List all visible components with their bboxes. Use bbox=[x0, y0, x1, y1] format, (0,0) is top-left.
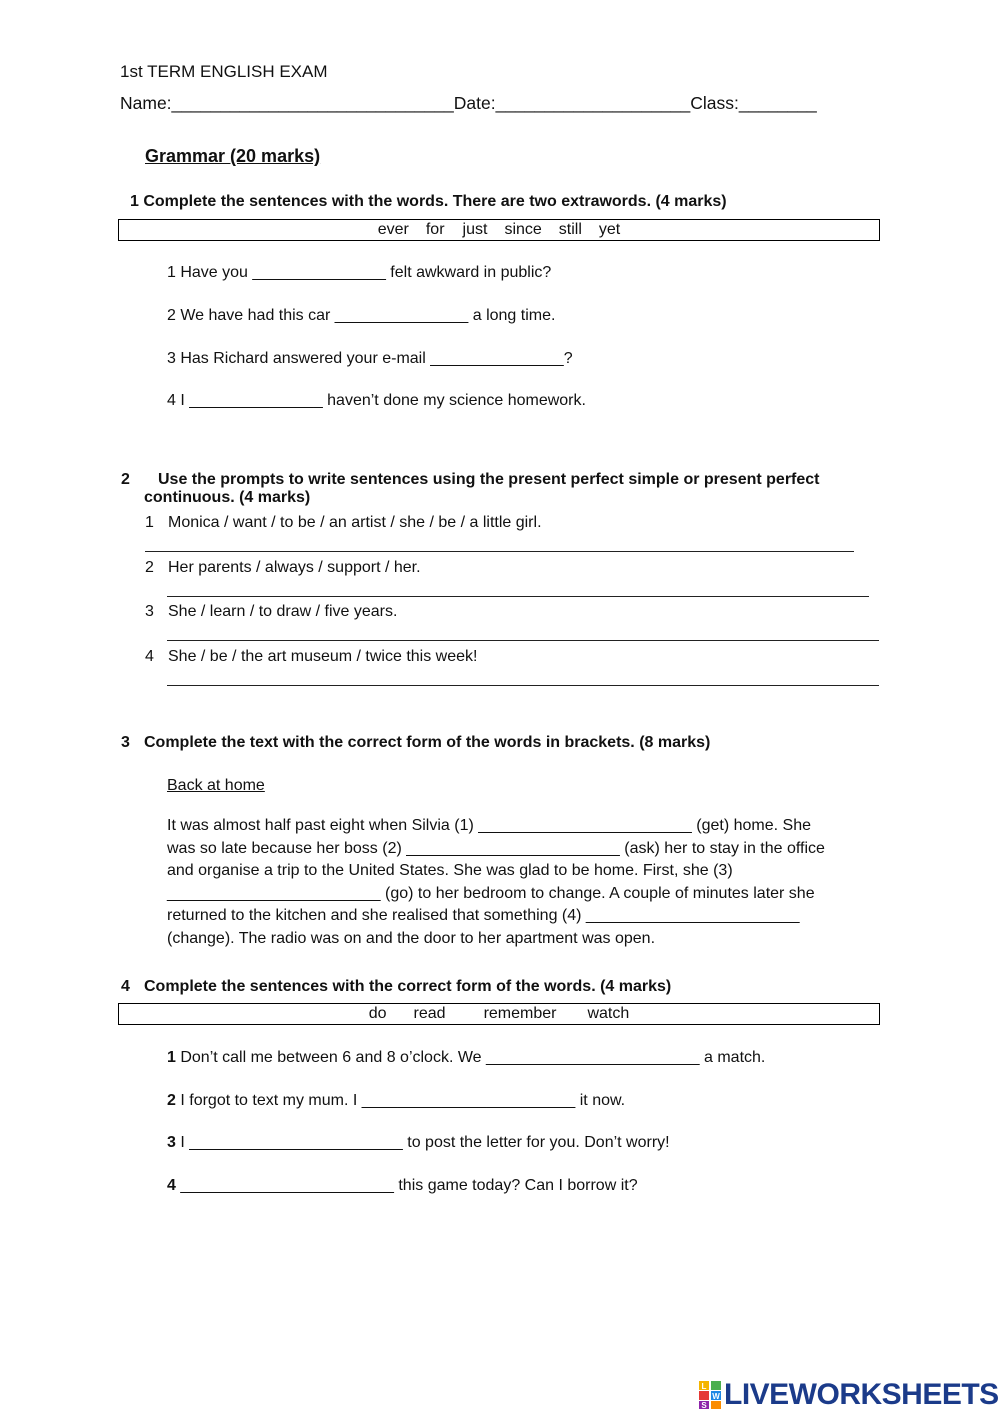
logo-icon-letter: L bbox=[701, 1382, 707, 1391]
ex4-item-text: Don’t call me between 6 and 8 o’clock. We ________________________ a match. bbox=[175, 1049, 766, 1066]
ex2-answer-line[interactable] bbox=[167, 596, 869, 597]
liveworksheets-logo[interactable] bbox=[698, 1378, 999, 1412]
ex1-item: 4 I _______________ haven’t done my science homework. bbox=[167, 392, 586, 409]
ex2-item-prompt: Her parents / always / support / her. bbox=[168, 559, 421, 576]
ex4-item-number: 2 bbox=[167, 1092, 176, 1109]
ex2-item-number: 2 bbox=[145, 559, 154, 576]
logo-icon-letter: W bbox=[712, 1392, 720, 1401]
ex4-item bbox=[167, 1048, 765, 1067]
ex4-item-number: 4 bbox=[167, 1177, 176, 1194]
ex2-instruction-line1: Use the prompts to write sentences using the present perfect simple or present perfect bbox=[158, 471, 820, 488]
ex3-text-title: Back at home bbox=[167, 777, 265, 794]
ex2-item-number: 3 bbox=[145, 603, 154, 620]
ex4-item-text: I forgot to text my mum. I ________________________ it now. bbox=[175, 1092, 626, 1109]
ex3-paragraph-line: It was almost half past eight when Silvia (1) ________________________ (get) home. She bbox=[167, 817, 811, 834]
ex1-word: for bbox=[425, 221, 445, 238]
ex4-item-text: I ________________________ to post the letter for you. Don’t worry! bbox=[175, 1134, 670, 1151]
ex4-item bbox=[167, 1091, 625, 1110]
ex2-item-number: 4 bbox=[145, 648, 154, 665]
ex4-item-number: 1 bbox=[167, 1049, 176, 1066]
ex3-instruction: Complete the text with the correct form of the words in brackets. (8 marks) bbox=[144, 734, 711, 751]
ex1-word: yet bbox=[598, 221, 621, 238]
ex1-word: still bbox=[558, 221, 582, 238]
ex1-word-box bbox=[118, 219, 880, 241]
ex4-word: watch bbox=[587, 1005, 630, 1022]
ex3-paragraph-line: ________________________ (go) to her bedroom to change. A couple of minutes later she bbox=[167, 884, 815, 902]
ex2-item-prompt: She / learn / to draw / five years. bbox=[168, 603, 398, 620]
ex4-word-box bbox=[118, 1003, 880, 1025]
ex2-item-number: 1 bbox=[145, 514, 154, 531]
ex3-paragraph-line: and organise a trip to the United States. She was glad to be home. First, she (3) bbox=[167, 862, 733, 879]
exam-title: 1st TERM ENGLISH EXAM bbox=[120, 62, 328, 81]
ex4-word: do bbox=[368, 1005, 387, 1022]
ex4-item-text: ________________________ this game today? Can I borrow it? bbox=[175, 1177, 638, 1194]
ex4-item bbox=[167, 1133, 670, 1152]
ex2-instruction-line2: continuous. (4 marks) bbox=[144, 489, 311, 506]
liveworksheets-logo-icon bbox=[698, 1380, 722, 1410]
student-fields-line: Name:_____________________________Date:____________________Class:________ bbox=[120, 93, 817, 113]
ex2-answer-line[interactable] bbox=[167, 640, 879, 641]
ex4-word: read bbox=[413, 1005, 446, 1022]
ex1-word: since bbox=[504, 221, 542, 238]
ex1-item: 2 We have had this car _______________ a long time. bbox=[167, 307, 556, 324]
ex2-answer-line[interactable] bbox=[167, 685, 879, 686]
liveworksheets-logo-text: LIVEWORKSHEETS bbox=[724, 1378, 999, 1411]
ex3-number: 3 bbox=[121, 734, 130, 751]
ex1-instruction: 1 Complete the sentences with the words. There are two extrawords. (4 marks) bbox=[130, 193, 727, 210]
ex4-number: 4 bbox=[121, 978, 130, 995]
ex3-paragraph-line: was so late because her boss (2) ________________________ (ask) her to stay in the office bbox=[167, 839, 825, 857]
ex3-paragraph-line: (change). The radio was on and the door to her apartment was open. bbox=[167, 929, 656, 947]
ex2-item-prompt: Monica / want / to be / an artist / she / be / a little girl. bbox=[168, 514, 542, 531]
ex1-item: 1 Have you _______________ felt awkward in public? bbox=[167, 264, 552, 281]
ex1-word: ever bbox=[377, 221, 409, 238]
ex1-word: just bbox=[462, 221, 488, 238]
ex4-instruction: Complete the sentences with the correct form of the words. (4 marks) bbox=[144, 978, 672, 995]
ex2-item-prompt: She / be / the art museum / twice this week! bbox=[168, 648, 478, 665]
ex4-item bbox=[167, 1176, 638, 1195]
ex2-number: 2 bbox=[121, 471, 130, 488]
ex2-answer-line[interactable] bbox=[145, 551, 854, 552]
ex1-item: 3 Has Richard answered your e-mail _______________? bbox=[167, 350, 573, 367]
ex4-item-number: 3 bbox=[167, 1134, 176, 1151]
ex3-paragraph bbox=[167, 815, 887, 950]
ex4-word: remember bbox=[483, 1005, 557, 1022]
ex3-paragraph-line: returned to the kitchen and she realised that something (4) ________________________ bbox=[167, 907, 800, 924]
logo-icon-letter: S bbox=[701, 1401, 707, 1410]
grammar-section-title: Grammar (20 marks) bbox=[145, 146, 321, 166]
